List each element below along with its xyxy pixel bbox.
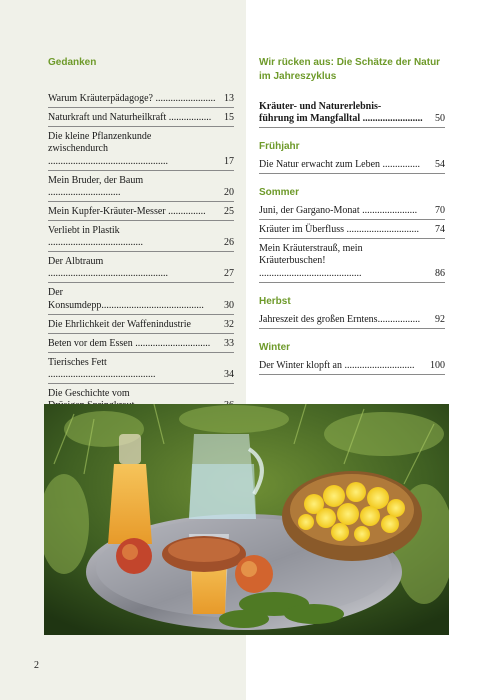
toc-entry-title: Der Winter klopft an ............................ bbox=[259, 359, 415, 371]
toc-entry-page: 50 bbox=[435, 113, 445, 125]
toc-entry-page: 86 bbox=[435, 267, 445, 279]
toc-entry-page: 15 bbox=[224, 111, 234, 123]
toc-entry-page: 100 bbox=[430, 359, 445, 371]
toc-entry[interactable] bbox=[48, 337, 234, 353]
toc-entry-page: 30 bbox=[224, 299, 234, 311]
toc-group-fruehjahr bbox=[259, 140, 445, 174]
toc-entry[interactable] bbox=[259, 359, 445, 375]
toc-entry-page: 32 bbox=[224, 318, 234, 330]
toc-entry-page: 74 bbox=[435, 224, 445, 236]
toc-entry-title: Tierisches Fett ........................................... bbox=[48, 356, 156, 380]
toc-entry[interactable] bbox=[48, 224, 234, 252]
toc-entry-title: Verliebt in Plastik ...................................... bbox=[48, 224, 143, 249]
page-number: 2 bbox=[34, 660, 39, 671]
toc-entry-title: Warum Kräuterpädagoge? ........................ bbox=[48, 93, 216, 104]
toc-entry-title: Beten vor dem Essen .............................. bbox=[48, 337, 211, 349]
toc-entry-page: 34 bbox=[224, 368, 234, 380]
herbal-still-life-photo bbox=[44, 404, 449, 635]
toc-entry[interactable] bbox=[48, 174, 234, 202]
toc-entry-title: Naturkraft und Naturheilkraft ................. bbox=[48, 111, 212, 123]
toc-entry-title: Mein Kupfer-Kräuter-Messer ............... bbox=[48, 205, 206, 217]
toc-entry-page: 92 bbox=[435, 313, 445, 325]
toc-entry[interactable] bbox=[259, 313, 445, 329]
toc-entry-page: 17 bbox=[224, 155, 234, 167]
toc-right-column bbox=[259, 56, 445, 387]
toc-entry-page: 20 bbox=[224, 186, 234, 198]
toc-entry[interactable] bbox=[48, 255, 234, 283]
toc-entry-title: Die kleine Pflanzenkunde zwischendurch ................................................ bbox=[48, 130, 168, 167]
toc-group-herbst bbox=[259, 295, 445, 329]
photo-illustration bbox=[44, 404, 449, 635]
toc-entry-title: Die Geschichte vom bbox=[48, 387, 130, 399]
section-heading-fruehjahr: Frühjahr bbox=[259, 141, 300, 153]
toc-group-sommer bbox=[259, 186, 445, 283]
toc-entry[interactable] bbox=[48, 286, 234, 314]
section-heading-winter: Winter bbox=[259, 341, 291, 353]
toc-entry-title: Jahreszeit des großen Erntens................. bbox=[259, 313, 421, 325]
section-heading-gedanken: Gedanken bbox=[48, 57, 97, 68]
section-heading-sommer: Sommer bbox=[259, 187, 300, 199]
toc-entry[interactable] bbox=[48, 92, 234, 108]
toc-entry-title: Mein Bruder, der Baum ............................. bbox=[48, 174, 144, 198]
toc-entry[interactable] bbox=[48, 318, 234, 334]
section-heading-jahreszyklus: Wir rücken aus: Die Schätze der Natur im Jahreszyklus bbox=[259, 57, 441, 82]
toc-entry-title: Die Natur erwacht zum Leben ............... bbox=[259, 159, 421, 171]
toc-group-winter bbox=[259, 341, 445, 375]
toc-entry-title: Mein Kräuterstrauß, mein Kräuterbuschen! ......................................... bbox=[259, 243, 363, 279]
toc-entry-page: 25 bbox=[224, 205, 234, 217]
toc-group-intro bbox=[259, 100, 445, 128]
toc-entry-page: 33 bbox=[224, 337, 234, 349]
toc-entry-title: Kräuter im Überfluss ............................. bbox=[259, 224, 419, 236]
toc-entry-title: Die Ehrlichkeit der Waffenindustrie bbox=[48, 318, 191, 330]
toc-entry-page: 54 bbox=[435, 159, 445, 171]
toc-entry[interactable] bbox=[259, 242, 445, 283]
toc-entry-page: 70 bbox=[435, 205, 445, 217]
toc-entry-title: Der Albtraum ................................................ bbox=[48, 256, 168, 280]
toc-entry-title: Der Konsumdepp......................................... bbox=[48, 287, 204, 311]
toc-entry-page: 26 bbox=[224, 237, 234, 249]
toc-entry[interactable] bbox=[48, 111, 234, 127]
toc-entry-title: Juni, der Gargano-Monat ...................... bbox=[259, 205, 418, 217]
toc-entry-page: 27 bbox=[224, 268, 234, 280]
toc-entry[interactable] bbox=[259, 223, 445, 239]
toc-entry[interactable] bbox=[48, 356, 234, 384]
toc-entry[interactable] bbox=[259, 100, 445, 128]
toc-entry[interactable] bbox=[259, 158, 445, 174]
toc-entry-title: Kräuter- und Naturerlebnis- führung im Mangfalltal ........................ bbox=[259, 101, 423, 125]
toc-entry-page: 13 bbox=[224, 93, 234, 104]
toc-entry[interactable] bbox=[48, 130, 234, 171]
toc-entry[interactable] bbox=[259, 204, 445, 220]
section-heading-herbst: Herbst bbox=[259, 295, 291, 307]
toc-entry[interactable] bbox=[48, 205, 234, 221]
